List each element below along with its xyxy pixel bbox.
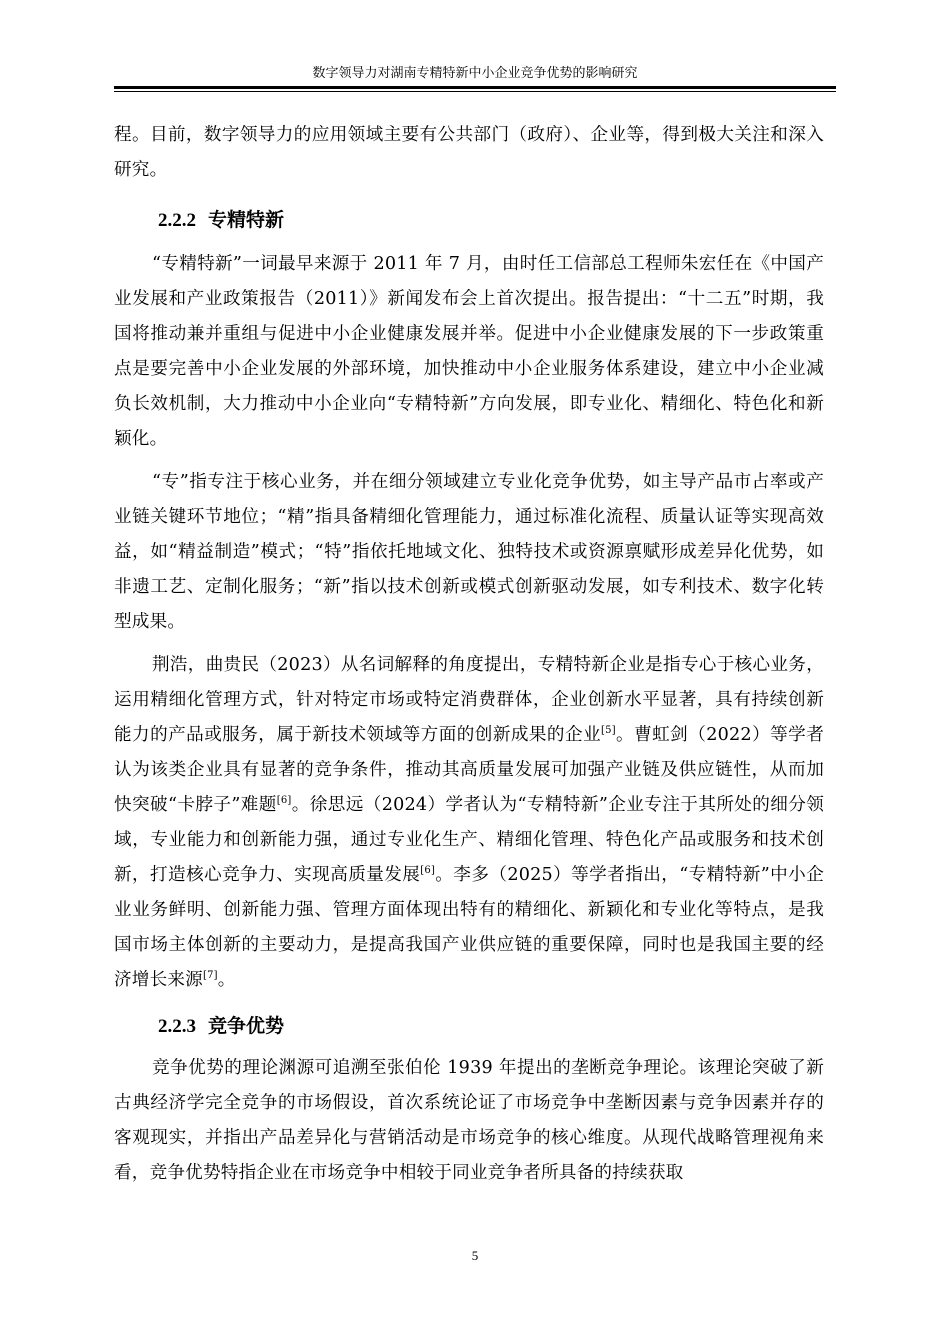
paragraph-definition: “专”指专注于核心业务，并在细分领域建立专业化竞争优势，如主导产品市占率或产业链关键环节地位；“精”指具备精细化管理能力，通过标准化流程、质量认证等实现高效益，如“精益制造”模式；“特”指依托地域文化、独特技术或资源禀赋形成差异化优势，如非遗工艺、定制化服务；“新”指以技术创新或模式创新驱动发展，如专利技术、数字化转型成果。: [114, 472, 824, 632]
section-title: 竞争优势: [208, 1015, 285, 1037]
section-number: 2.2.3: [158, 1016, 196, 1037]
paragraph-literature: [114, 648, 824, 998]
citation: [7]: [202, 970, 218, 982]
text-span: 。曹虹剑（2022）等学者认为该类企业具有显著的竞争条件，推动其高质量发展可加强产业链及供应链性，从而加快突破“卡脖子”难题: [114, 725, 824, 815]
citation: [6]: [420, 865, 436, 877]
paragraph-origin: “专精特新”一词最早来源于 2011 年 7 月，由时任工信部总工程师朱宏任在《中国产业发展和产业政策报告（2011）》新闻发布会上首次提出。报告提出：“十二五”时期，我国将推动兼并重组与促进中小企业健康发展并举。促进中小企业健康发展的下一步政策重点是要完善中小企业发展的外部环境，加快推动中小企业服务体系建设，建立中小企业减负长效机制，大力推动中小企业向“专精特新”方向发展，即专业化、精细化、特色化和新颖化。: [114, 254, 824, 449]
header-rule-thin: [114, 91, 836, 92]
paragraph-continued: 程。目前，数字领导力的应用领域主要有公共部门（政府）、企业等，得到极大关注和深入研究。: [114, 125, 824, 180]
header-rule-thick: [114, 86, 836, 89]
text-span: 荆浩，曲贵民（2023）从名词解释的角度提出，专精特新企业是指专心于核心业务，运用精细化管理方式，针对特定市场或特定消费群体，企业创新水平显著，具有持续创新能力的产品或服务，属于新技术领域等方面的创新成果的企业: [114, 655, 824, 745]
paragraph-competitive-advantage: 竞争优势的理论渊源可追溯至张伯伦 1939 年提出的垄断竞争理论。该理论突破了新古典经济学完全竞争的市场假设，首次系统论证了市场竞争中垄断因素与竞争因素并存的客观现实，并指出产品差异化与营销活动是市场竞争的核心维度。从现代战略管理视角来看，竞争优势特指企业在市场竞争中相较于同业竞争者所具备的持续获取: [114, 1058, 824, 1183]
body-text: [114, 118, 824, 1191]
text-span: 。李多（2025）等学者指出，“专精特新”中小企业业务鲜明、创新能力强、管理方面体现出特有的精细化、新颖化和专业化等特点，是我国市场主体创新的主要动力，是提高我国产业供应链的重要保障，同时也是我国主要的经济增长来源: [114, 865, 824, 990]
section-heading-2-2-3: [114, 1008, 824, 1045]
section-number: 2.2.2: [158, 210, 196, 231]
citation: [6]: [276, 795, 292, 807]
running-header: 数字领导力对湖南专精特新中小企业竞争优势的影响研究: [312, 66, 638, 81]
section-heading-2-2-2: [114, 202, 824, 239]
text-span: 。徐思远（2024）学者认为“专精特新”企业专注于其所处的细分领域，专业能力和创新能力强，通过专业化生产、精细化管理、特色化产品或服务和技术创新，打造核心竞争力、实现高质量发展: [114, 795, 824, 885]
text-span: 。: [217, 970, 236, 990]
page-number: 5: [471, 1248, 479, 1263]
citation: [5]: [601, 725, 616, 737]
section-title: 专精特新: [208, 209, 285, 231]
